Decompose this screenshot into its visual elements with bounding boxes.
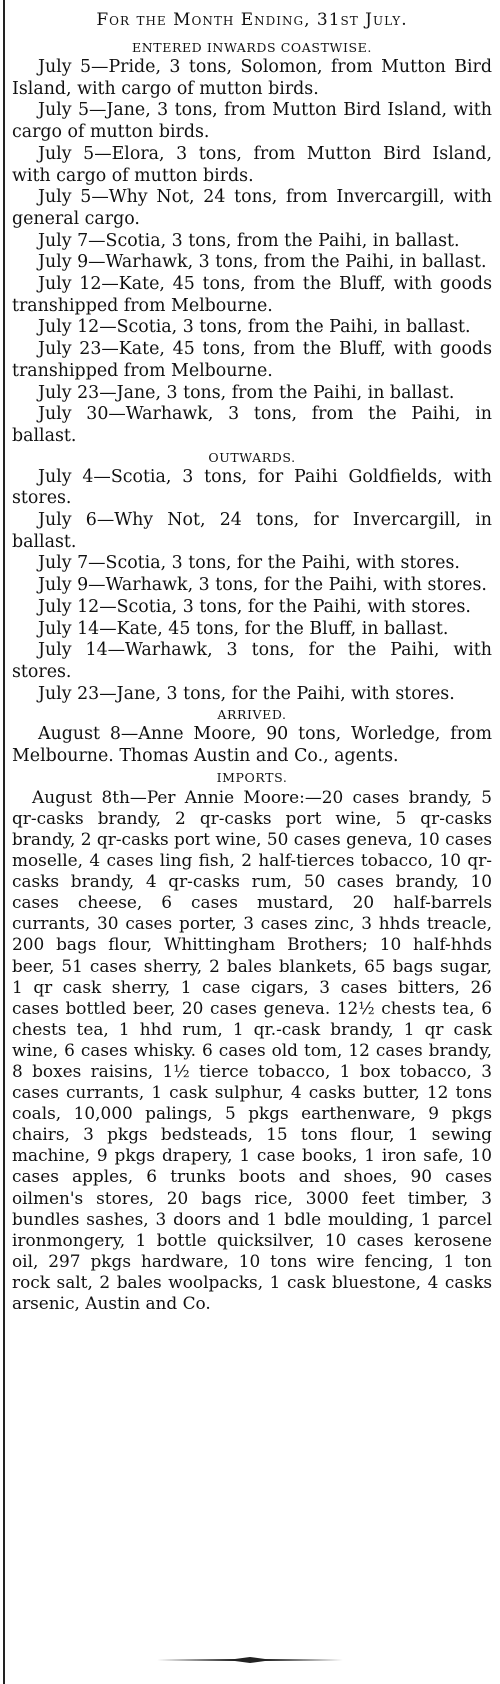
imports-paragraph: August 8th—Per Annie Moore:—20 cases brandy, 5 qr-casks brandy, 2 qr-casks port wine, 5 qr-casks brandy, 2 qr-casks port wine, 50 cases geneva, 10 cases moselle, 4 cases ling fish, 2 half-tierces tobacco, 10 qr-casks brandy, 4 qr-casks rum, 50 cases brandy, 10 cases cheese, 6 cases mustard, 20 half-barrels currants, 30 cases porter, 3 cases zinc, 3 hhds treacle, 200 bags flour, Whittingham Brothers; 10 half-hhds beer, 51 cases sherry, 2 bales blankets, 65 bags sugar, 1 qr cask sherry, 1 case cigars, 3 cases bitters, 26 cases bottled beer, 20 cases geneva. 12½ chests tea, 6 chests tea, 1 hhd rum, 1 qr.-cask brandy, 1 qr cask wine, 6 cases whisky. 6 cases old tom, 12 cases brandy, 8 boxes raisins, 1½ tierce tobacco, 1 box tobacco, 3 cases currants, 1 cask sulphur, 4 casks butter, 12 tons coals, 10,000 palings, 5 pkgs earthenware, 9 pkgs chairs, 3 pkgs bedsteads, 15 tons flour, 1 sewing machine, 9 pkgs drapery, 1 case books, 1 iron safe, 10 cases apples, 6 trunks boots and shoes, 90 cases oilmen's stores, 20 bags rice, 3000 feet timber, 3 bundles sashes, 3 doors and 1 bdle moulding, 1 parcel ironmongery, 1 bottle quicksilver, 10 cases kerosene oil, 297 pkgs hardware, 10 tons wire fencing, 1 ton rock salt, 2 bales woolpacks, 1 cask bluestone, 4 casks arsenic, Austin and Co. [12,786,492,1314]
list-item: July 5—Why Not, 24 tons, from Invercargill, with general cargo. [12,187,492,229]
list-item: July 7—Scotia, 3 tons, for the Paihi, with stores. [38,553,460,574]
section-heading-arrived: ARRIVED. [217,707,287,723]
list-item: July 12—Scotia, 3 tons, from the Paihi, in ballast. [38,317,471,338]
page-title: For the Month Ending, 31st July. [96,10,408,30]
list-item: July 4—Scotia, 3 tons, for Paihi Goldfields, with stores. [12,466,492,509]
list-item: July 23—Jane, 3 tons, for the Paihi, with stores. [38,683,455,704]
list-item: July 14—Kate, 45 tons, for the Bluff, in ballast. [38,618,449,639]
shipping-column [12,6,492,1314]
section-heading-outwards: OUTWARDS. [208,449,296,465]
list-item: August 8—Anne Moore, 90 tons, Worledge, from Melbourne. Thomas Austin and Co., agents. [12,724,492,767]
list-item: July 5—Pride, 3 tons, Solomon, from Mutton Bird Island, with cargo of mutton birds. [12,57,492,99]
list-item: July 9—Warhawk, 3 tons, for the Paihi, with stores. [38,575,487,596]
list-item: July 9—Warhawk, 3 tons, from the Paihi, in ballast. [38,252,487,273]
section-heading-imports: IMPORTS. [216,769,288,785]
list-item: July 12—Kate, 45 tons, from the Bluff, with goods transhipped from Melbourne. [12,274,492,316]
list-item: July 6—Why Not, 24 tons, for Invercargill, in ballast. [12,510,492,552]
list-item: July 7—Scotia, 3 tons, from the Paihi, in ballast. [38,230,460,251]
list-item: July 5—Jane, 3 tons, from Mutton Bird Island, with cargo of mutton birds. [12,100,492,143]
list-item: July 23—Kate, 45 tons, from the Bluff, with goods transhipped from Melbourne. [12,339,492,381]
column-rule [3,0,5,1684]
end-rule-ornament [155,1655,345,1665]
arrived-list [12,724,492,767]
list-item: July 12—Scotia, 3 tons, for the Paihi, with stores. [38,596,471,617]
list-item: July 23—Jane, 3 tons, from the Paihi, in ballast. [38,382,455,403]
section-heading-entered-inwards: ENTERED INWARDS COASTWISE. [132,40,372,55]
list-item: July 30—Warhawk, 3 tons, from the Paihi, in ballast. [12,404,492,446]
entered-inwards-list [12,57,492,448]
list-item: July 14—Warhawk, 3 tons, for the Paihi, with stores. [12,640,492,682]
outwards-list [12,467,492,706]
list-item: July 5—Elora, 3 tons, from Mutton Bird Island, with cargo of mutton birds. [12,143,492,186]
